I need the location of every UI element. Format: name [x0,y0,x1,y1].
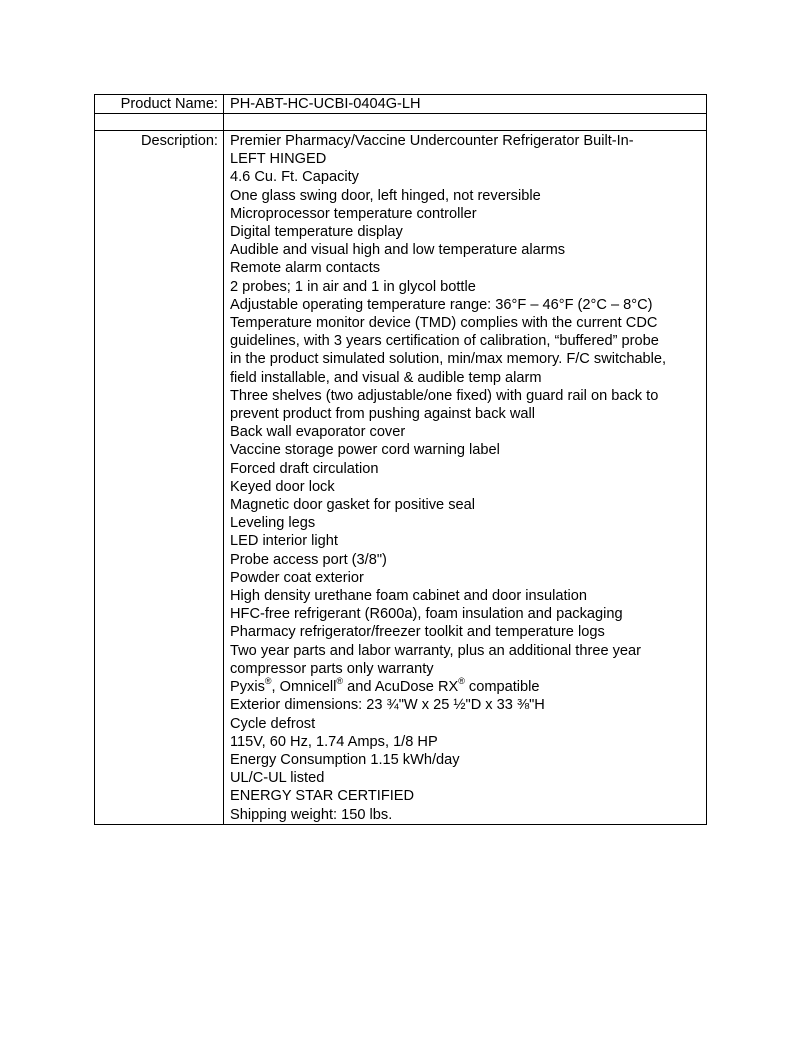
blank-row [95,114,707,131]
description-value [224,131,707,825]
description-line: prevent product from pushing against back wall [230,406,536,423]
description-line: Keyed door lock [230,478,335,495]
registered-mark: ® [458,676,465,687]
compat-suffix: compatible [464,679,540,696]
description-line: Powder coat exterior [230,569,364,586]
description-line: LEFT HINGED [230,151,327,168]
description-line: Leveling legs [230,515,316,532]
description-line: in the product simulated solution, min/max memory. F/C switchable, [230,351,667,368]
description-line: Forced draft circulation [230,460,379,477]
spec-table [94,94,707,825]
description-line: Microprocessor temperature controller [230,205,477,222]
description-line: Probe access port (3/8") [230,551,387,568]
description-line: One glass swing door, left hinged, not reversible [230,187,541,204]
description-line: LED interior light [230,533,338,550]
description-line: Two year parts and labor warranty, plus an additional three year [230,642,642,659]
description-line: ENERGY STAR CERTIFIED [230,788,415,805]
description-line: Magnetic door gasket for positive seal [230,497,475,514]
description-line: Pharmacy refrigerator/freezer toolkit and temperature logs [230,624,605,641]
description-line: Vaccine storage power cord warning label [230,442,500,459]
description-line: guidelines, with 3 years certification of calibration, “buffered” probe [230,333,659,350]
description-line: Adjustable operating temperature range: 36°F – 46°F (2°C – 8°C) [230,296,653,313]
pyxis-brand: Pyxis [230,679,265,696]
description-line: 4.6 Cu. Ft. Capacity [230,169,359,186]
product-name-value: PH-ABT-HC-UCBI-0404G-LH [224,95,707,114]
registered-mark: ® [336,676,344,687]
description-line: Energy Consumption 1.15 kWh/day [230,751,460,768]
product-name-row [95,95,707,114]
description-line: Premier Pharmacy/Vaccine Undercounter Refrigerator Built-In- [230,133,634,149]
description-line: Exterior dimensions: 23 ¾"W x 25 ½"D x 33 ⅜"H [230,697,545,714]
description-line: HFC-free refrigerant (R600a), foam insulation and packaging [230,606,623,623]
description-line: Remote alarm contacts [230,260,381,277]
acudose-brand: AcuDose RX [374,679,459,696]
description-line: Three shelves (two adjustable/one fixed) with guard rail on back to [230,387,659,404]
description-line: 115V, 60 Hz, 1.74 Amps, 1/8 HP [230,733,438,750]
compatibility-line [230,678,702,696]
description-line: Digital temperature display [230,224,403,241]
description-line: Shipping weight: 150 lbs. [230,806,393,823]
compat-separator: and [343,679,375,696]
description-label: Description: [95,131,224,825]
description-line: field installable, and visual & audible temp alarm [230,369,542,386]
description-line: Temperature monitor device (TMD) complies with the current CDC [230,315,658,332]
description-line: Cycle defrost [230,715,316,732]
omnicell-brand: Omnicell [279,679,337,696]
registered-mark: ® [264,676,272,687]
description-row [95,131,707,825]
product-name-label: Product Name: [95,95,224,114]
blank-label-cell [95,114,224,131]
description-line: Back wall evaporator cover [230,424,406,441]
blank-value-cell [224,114,707,131]
description-line: 2 probes; 1 in air and 1 in glycol bottle [230,278,476,295]
description-line: UL/C-UL listed [230,770,325,787]
description-line: compressor parts only warranty [230,660,434,677]
compat-separator: , [271,679,280,696]
description-line: High density urethane foam cabinet and door insulation [230,588,587,605]
description-line: Audible and visual high and low temperature alarms [230,242,566,259]
